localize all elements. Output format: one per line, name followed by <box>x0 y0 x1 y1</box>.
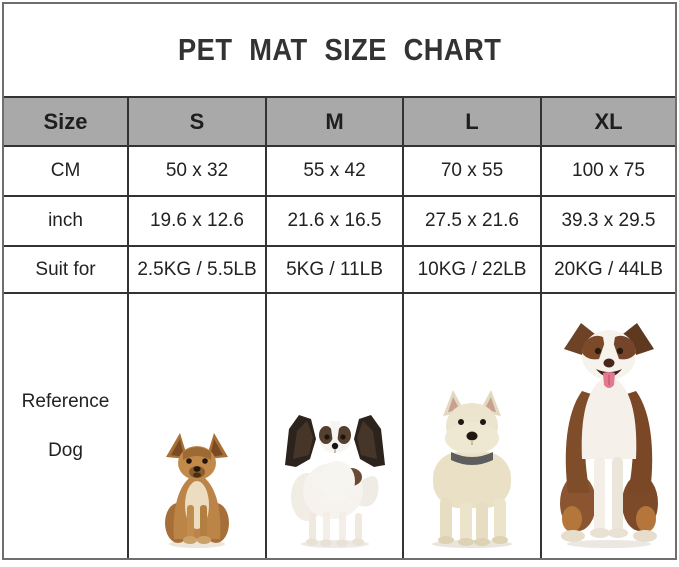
col-header-l: L <box>403 98 541 146</box>
westie-head <box>443 390 501 465</box>
row-label-suit-for: Suit for <box>4 246 128 293</box>
papillon-head <box>285 415 385 467</box>
cm-value-s: 50 x 32 <box>128 146 266 196</box>
dog-image-l <box>404 294 540 558</box>
reference-dog-cell-l <box>403 293 541 558</box>
size-table <box>4 98 675 558</box>
col-header-m: M <box>266 98 403 146</box>
chihuahua-body <box>165 473 229 544</box>
suit-value-m: 5KG / 11LB <box>266 246 403 293</box>
size-chart <box>2 2 677 560</box>
papillon-dog-icon <box>281 409 389 549</box>
dog-image-xl <box>542 294 675 558</box>
page-title: PET MAT SIZE CHART <box>177 32 502 67</box>
dog-image-m <box>267 294 402 558</box>
suit-value-l: 10KG / 22LB <box>403 246 541 293</box>
australian-shepherd-dog-icon <box>548 321 670 549</box>
reference-dog-cell-xl <box>541 293 675 558</box>
reference-dog-cell-m <box>266 293 403 558</box>
inch-value-xl: 39.3 x 29.5 <box>541 196 675 246</box>
col-header-xl: XL <box>541 98 675 146</box>
chihuahua-head <box>166 433 228 480</box>
dog-image-s <box>129 294 265 558</box>
cm-value-m: 55 x 42 <box>266 146 403 196</box>
cm-value-l: 70 x 55 <box>403 146 541 196</box>
papillon-body <box>291 461 378 547</box>
row-label-inch: inch <box>4 196 128 246</box>
inch-value-m: 21.6 x 16.5 <box>266 196 403 246</box>
suit-value-s: 2.5KG / 5.5LB <box>128 246 266 293</box>
aussie-head <box>564 323 654 388</box>
row-label-cm: CM <box>4 146 128 196</box>
chihuahua-dog-icon <box>158 431 236 549</box>
reference-dog-cell-s <box>128 293 266 558</box>
reference-label-line1: Reference <box>21 391 110 412</box>
col-header-s: S <box>128 98 266 146</box>
header-row <box>4 98 675 146</box>
title-bar <box>4 4 675 98</box>
westie-dog-icon <box>413 386 531 549</box>
inch-value-s: 19.6 x 12.6 <box>128 196 266 246</box>
reference-label-line2: Dog <box>48 440 83 461</box>
cm-value-xl: 100 x 75 <box>541 146 675 196</box>
table-row-inch <box>4 196 675 246</box>
suit-value-xl: 20KG / 44LB <box>541 246 675 293</box>
corner-cell-size: Size <box>4 98 128 146</box>
inch-value-l: 27.5 x 21.6 <box>403 196 541 246</box>
table-row-suit-for <box>4 246 675 293</box>
aussie-body <box>560 375 658 542</box>
row-label-reference-dog <box>4 293 128 558</box>
table-row-reference-dog <box>4 293 675 558</box>
westie-body <box>433 452 511 546</box>
table-row-cm <box>4 146 675 196</box>
